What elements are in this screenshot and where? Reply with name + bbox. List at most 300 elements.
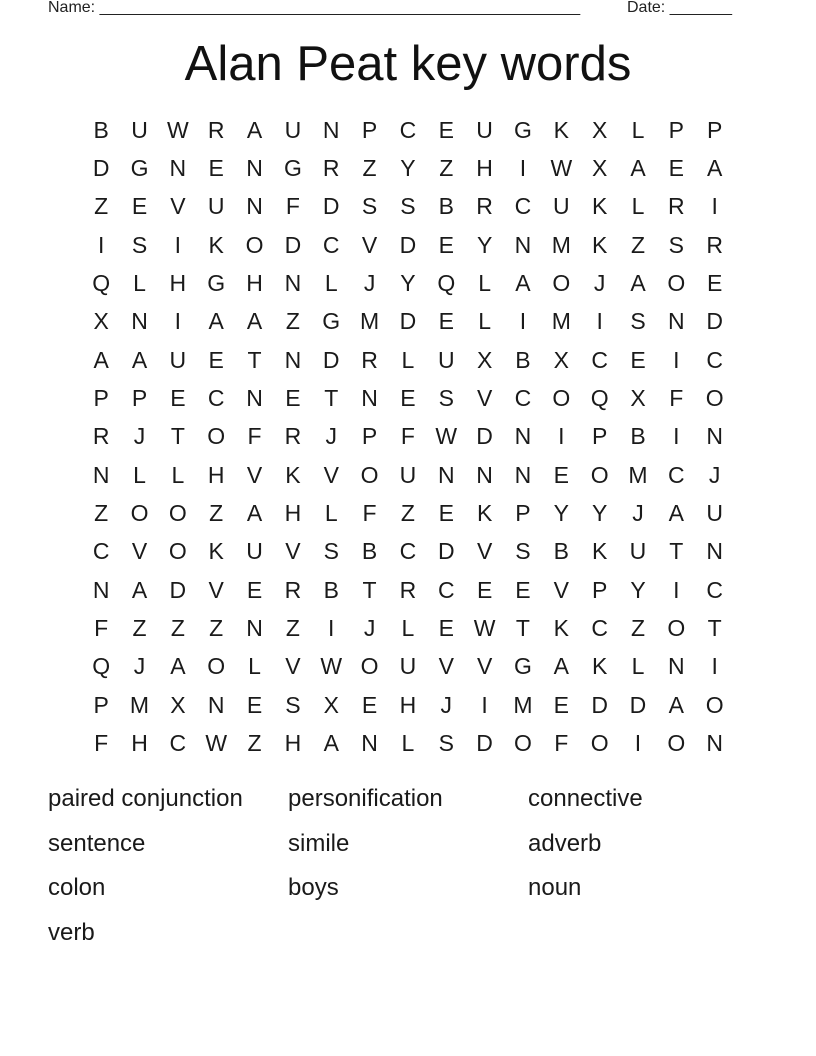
- grid-cell-r15-c4: O: [207, 653, 226, 680]
- grid-cell-r5-c3: H: [169, 270, 187, 297]
- date-field[interactable]: Date: _______: [627, 0, 732, 16]
- grid-cell-r17-c3: C: [169, 730, 187, 757]
- grid-cell-r6-c2: N: [131, 308, 148, 335]
- grid-cell-r16-c2: M: [129, 691, 150, 718]
- grid-cell-r6-c17: D: [706, 308, 723, 335]
- grid-cell-r1-c7: N: [322, 116, 340, 143]
- grid-cell-r15-c11: V: [476, 653, 493, 680]
- grid-cell-r11-c14: Y: [591, 500, 608, 527]
- grid-cell-r13-c5: E: [246, 576, 263, 603]
- grid-cell-r3-c9: S: [400, 193, 416, 220]
- grid-cell-r6-c3: I: [174, 308, 182, 335]
- grid-cell-r2-c9: Y: [400, 155, 416, 182]
- grid-cell-r5-c10: Q: [437, 270, 456, 297]
- name-field[interactable]: Name: ______________________________________________________: [48, 0, 581, 16]
- grid-cell-r10-c16: C: [668, 461, 685, 488]
- grid-cell-r16-c7: X: [323, 691, 339, 718]
- word-list-item: noun: [528, 874, 582, 901]
- grid-cell-r17-c10: S: [438, 730, 454, 757]
- grid-cell-r9-c3: T: [170, 423, 185, 450]
- grid-cell-r8-c14: Q: [590, 385, 609, 412]
- grid-cell-r8-c7: T: [324, 385, 339, 412]
- word-list-item: simile: [288, 829, 350, 857]
- grid-cell-r10-c4: H: [207, 461, 225, 488]
- grid-cell-r14-c3: Z: [170, 615, 185, 642]
- grid-cell-r16-c3: X: [170, 691, 186, 718]
- grid-cell-r15-c15: L: [631, 653, 645, 680]
- word-list-item: adverb: [528, 829, 602, 857]
- grid-cell-r7-c10: U: [437, 346, 455, 373]
- grid-cell-r6-c12: I: [519, 308, 527, 335]
- grid-cell-r10-c3: L: [171, 461, 185, 488]
- grid-cell-r3-c10: B: [438, 193, 454, 220]
- grid-cell-r8-c3: E: [170, 385, 186, 412]
- grid-cell-r5-c5: H: [246, 270, 263, 297]
- grid-cell-r8-c2: P: [131, 385, 148, 412]
- grid-cell-r11-c10: E: [438, 500, 454, 527]
- grid-cell-r10-c9: U: [399, 461, 417, 488]
- grid-cell-r2-c12: I: [519, 155, 527, 182]
- grid-cell-r12-c11: V: [476, 538, 493, 565]
- grid-cell-r14-c6: Z: [285, 615, 300, 642]
- grid-cell-r3-c13: U: [552, 193, 570, 220]
- grid-cell-r4-c5: O: [245, 231, 264, 258]
- grid-cell-r4-c2: S: [131, 231, 148, 258]
- grid-cell-r5-c15: A: [630, 270, 646, 297]
- grid-cell-r15-c9: U: [399, 653, 417, 680]
- grid-cell-r9-c6: R: [284, 423, 302, 450]
- grid-cell-r17-c15: I: [634, 730, 642, 757]
- grid-cell-r15-c6: V: [285, 653, 301, 680]
- grid-cell-r12-c5: U: [246, 538, 263, 565]
- grid-cell-r17-c4: W: [205, 730, 228, 757]
- grid-cell-r4-c11: Y: [476, 231, 493, 258]
- grid-cell-r4-c10: E: [438, 231, 454, 258]
- grid-cell-r16-c10: J: [440, 691, 453, 718]
- grid-cell-r15-c5: L: [248, 653, 261, 680]
- grid-cell-r1-c3: W: [167, 116, 189, 143]
- grid-cell-r12-c3: O: [168, 538, 187, 565]
- grid-cell-r12-c7: S: [323, 538, 339, 565]
- grid-cell-r13-c16: I: [673, 576, 680, 603]
- grid-cell-r7-c12: B: [515, 346, 531, 373]
- grid-cell-r1-c4: R: [207, 116, 225, 143]
- grid-cell-r14-c12: T: [515, 615, 530, 642]
- grid-cell-r10-c1: N: [92, 461, 110, 488]
- grid-cell-r17-c5: Z: [247, 730, 262, 757]
- grid-cell-r17-c16: O: [667, 730, 686, 757]
- grid-cell-r16-c1: P: [93, 691, 109, 718]
- word-list-item: colon: [48, 874, 106, 901]
- grid-cell-r17-c12: O: [514, 730, 532, 757]
- grid-cell-r5-c9: Y: [400, 270, 416, 297]
- grid-cell-r10-c14: O: [590, 461, 609, 488]
- grid-cell-r12-c12: S: [515, 538, 531, 565]
- grid-cell-r13-c7: B: [323, 576, 339, 603]
- grid-cell-r11-c12: P: [515, 500, 531, 527]
- grid-cell-r15-c8: O: [360, 653, 379, 680]
- grid-cell-r7-c14: C: [591, 346, 608, 373]
- grid-cell-r2-c7: R: [322, 155, 340, 182]
- grid-cell-r2-c11: H: [476, 155, 493, 182]
- grid-cell-r13-c15: Y: [630, 576, 646, 603]
- grid-cell-r2-c17: A: [707, 155, 723, 182]
- grid-cell-r1-c15: L: [631, 116, 645, 143]
- grid-cell-r10-c10: N: [437, 461, 455, 488]
- word-list: [48, 777, 768, 955]
- grid-cell-r12-c2: V: [131, 538, 148, 565]
- grid-cell-r2-c8: Z: [362, 155, 377, 182]
- grid-cell-r16-c17: O: [705, 691, 724, 718]
- grid-cell-r5-c7: L: [324, 270, 338, 297]
- grid-cell-r9-c13: I: [558, 423, 565, 450]
- grid-cell-r7-c3: U: [169, 346, 187, 373]
- grid-cell-r8-c13: O: [552, 385, 571, 412]
- grid-cell-r8-c4: C: [207, 385, 225, 412]
- grid-cell-r13-c13: V: [553, 576, 569, 603]
- grid-cell-r6-c8: M: [359, 308, 380, 335]
- grid-cell-r5-c14: J: [593, 270, 606, 297]
- grid-cell-r1-c2: U: [131, 116, 148, 143]
- grid-cell-r1-c6: U: [284, 116, 302, 143]
- grid-cell-r2-c4: E: [208, 155, 224, 182]
- grid-cell-r7-c6: N: [284, 346, 302, 373]
- grid-cell-r8-c17: O: [705, 385, 724, 412]
- grid-cell-r11-c3: O: [168, 500, 187, 527]
- grid-cell-r7-c9: L: [401, 346, 415, 373]
- grid-cell-r1-c13: K: [553, 116, 569, 143]
- grid-cell-r14-c5: N: [246, 615, 263, 642]
- grid-cell-r15-c14: K: [591, 653, 608, 680]
- grid-cell-r17-c17: N: [706, 730, 723, 757]
- grid-cell-r1-c16: P: [668, 116, 684, 143]
- grid-cell-r4-c8: V: [361, 231, 378, 258]
- grid-cell-r10-c7: V: [323, 461, 339, 488]
- grid-cell-r1-c14: X: [591, 116, 608, 143]
- grid-cell-r4-c14: K: [591, 231, 608, 258]
- grid-cell-r11-c8: F: [362, 500, 377, 527]
- grid-cell-r3-c3: V: [170, 193, 186, 220]
- word-list-item: connective: [528, 785, 643, 812]
- grid-cell-r12-c10: D: [437, 538, 455, 565]
- grid-cell-r4-c4: K: [208, 231, 224, 258]
- grid-cell-r1-c10: E: [438, 116, 454, 143]
- grid-cell-r4-c15: Z: [630, 231, 646, 258]
- grid-cell-r9-c9: F: [400, 423, 415, 450]
- grid-cell-r8-c12: C: [514, 385, 532, 412]
- grid-cell-r11-c16: A: [668, 500, 684, 527]
- grid-cell-r8-c10: S: [438, 385, 454, 412]
- grid-cell-r2-c10: Z: [439, 155, 454, 182]
- grid-cell-r11-c15: J: [632, 500, 644, 527]
- grid-cell-r5-c11: L: [478, 270, 491, 297]
- grid-cell-r3-c1: Z: [94, 193, 109, 220]
- grid-cell-r15-c10: V: [438, 653, 454, 680]
- grid-cell-r2-c14: X: [591, 155, 608, 182]
- header-row: [48, 0, 748, 20]
- grid-cell-r16-c8: E: [361, 691, 378, 718]
- grid-cell-r7-c17: C: [706, 346, 723, 373]
- grid-cell-r14-c9: L: [401, 615, 415, 642]
- grid-cell-r17-c9: L: [401, 730, 415, 757]
- grid-cell-r13-c8: T: [362, 576, 377, 603]
- grid-cell-r7-c15: E: [630, 346, 646, 373]
- grid-cell-r16-c15: D: [629, 691, 647, 718]
- grid-cell-r2-c1: D: [92, 155, 110, 182]
- word-list-item: paired conjunction: [48, 785, 243, 812]
- grid-cell-r17-c8: N: [361, 730, 378, 757]
- grid-cell-r6-c11: L: [478, 308, 491, 335]
- grid-cell-r9-c14: P: [591, 423, 608, 450]
- grid-cell-r3-c17: I: [711, 193, 718, 220]
- grid-cell-r9-c15: B: [630, 423, 646, 450]
- grid-cell-r6-c15: S: [630, 308, 646, 335]
- grid-cell-r2-c3: N: [169, 155, 187, 182]
- grid-cell-r8-c11: V: [476, 385, 493, 412]
- grid-cell-r12-c17: N: [706, 538, 723, 565]
- grid-cell-r6-c6: Z: [285, 308, 300, 335]
- grid-cell-r11-c2: O: [130, 500, 149, 527]
- grid-cell-r12-c4: K: [208, 538, 224, 565]
- grid-cell-r13-c3: D: [169, 576, 187, 603]
- grid-cell-r7-c13: X: [553, 346, 569, 373]
- grid-cell-r3-c15: L: [631, 193, 645, 220]
- grid-cell-r15-c1: Q: [92, 653, 111, 680]
- grid-cell-r7-c1: A: [93, 346, 109, 373]
- grid-cell-r10-c13: E: [553, 461, 569, 488]
- grid-cell-r5-c8: J: [363, 270, 376, 297]
- grid-cell-r7-c16: I: [673, 346, 680, 373]
- grid-cell-r9-c11: D: [476, 423, 493, 450]
- grid-cell-r3-c12: C: [514, 193, 532, 220]
- grid-cell-r16-c4: N: [207, 691, 225, 718]
- grid-cell-r9-c8: P: [361, 423, 378, 450]
- grid-cell-r14-c14: C: [591, 615, 608, 642]
- grid-cell-r3-c7: D: [322, 193, 340, 220]
- grid-cell-r12-c15: U: [629, 538, 647, 565]
- word-list-item: verb: [48, 918, 95, 946]
- word-list-item: sentence: [48, 829, 146, 857]
- grid-cell-r6-c5: A: [246, 308, 263, 335]
- grid-cell-r6-c1: X: [93, 308, 109, 335]
- grid-cell-r1-c9: C: [399, 116, 417, 143]
- grid-cell-r14-c13: K: [553, 615, 569, 642]
- grid-cell-r7-c4: E: [208, 346, 224, 373]
- grid-cell-r14-c11: W: [473, 615, 496, 642]
- grid-cell-r3-c5: N: [246, 193, 263, 220]
- grid-cell-r1-c17: P: [707, 116, 723, 143]
- grid-cell-r16-c5: E: [246, 691, 263, 718]
- grid-cell-r2-c2: G: [130, 155, 149, 182]
- grid-cell-r5-c17: E: [707, 270, 723, 297]
- page-title: Alan Peat key words: [184, 37, 632, 91]
- grid-cell-r13-c12: E: [515, 576, 531, 603]
- grid-cell-r11-c17: U: [706, 500, 723, 527]
- grid-cell-r10-c17: J: [708, 461, 721, 488]
- grid-cell-r9-c7: J: [325, 423, 337, 450]
- grid-cell-r7-c2: A: [131, 346, 148, 373]
- word-list-item: personification: [288, 785, 443, 812]
- grid-cell-r5-c1: Q: [92, 270, 111, 297]
- grid-cell-r9-c16: I: [673, 423, 680, 450]
- grid-cell-r2-c6: G: [283, 155, 302, 182]
- grid-cell-r13-c17: C: [706, 576, 723, 603]
- grid-cell-r7-c5: T: [247, 346, 262, 373]
- grid-cell-r12-c1: C: [92, 538, 110, 565]
- grid-cell-r6-c13: M: [551, 308, 571, 335]
- grid-cell-r14-c17: T: [707, 615, 722, 642]
- grid-cell-r1-c1: B: [93, 116, 109, 143]
- grid-cell-r14-c7: I: [328, 615, 335, 642]
- grid-cell-r8-c5: N: [246, 385, 263, 412]
- grid-cell-r3-c4: U: [207, 193, 225, 220]
- grid-cell-r11-c1: Z: [94, 500, 109, 527]
- grid-cell-r4-c1: I: [97, 231, 105, 258]
- grid-cell-r12-c16: T: [669, 538, 684, 565]
- grid-cell-r9-c1: R: [92, 423, 110, 450]
- grid-cell-r17-c2: H: [131, 730, 148, 757]
- grid-cell-r5-c13: O: [552, 270, 571, 297]
- grid-cell-r10-c11: N: [476, 461, 493, 488]
- grid-cell-r13-c1: N: [92, 576, 110, 603]
- grid-cell-r13-c6: R: [284, 576, 302, 603]
- grid-cell-r16-c13: E: [553, 691, 569, 718]
- grid-cell-r15-c7: W: [320, 653, 343, 680]
- grid-cell-r2-c5: N: [246, 155, 263, 182]
- grid-cell-r9-c5: F: [247, 423, 262, 450]
- grid-cell-r11-c5: A: [246, 500, 263, 527]
- grid-cell-r4-c6: D: [284, 231, 302, 258]
- grid-cell-r6-c4: A: [208, 308, 224, 335]
- grid-cell-r4-c16: S: [668, 231, 684, 258]
- grid-cell-r17-c7: A: [323, 730, 339, 757]
- grid-cell-r15-c3: A: [170, 653, 186, 680]
- grid-cell-r5-c12: A: [515, 270, 531, 297]
- grid-cell-r12-c6: V: [285, 538, 301, 565]
- grid-cell-r10-c15: M: [628, 461, 648, 488]
- grid-cell-r14-c4: Z: [209, 615, 224, 642]
- grid-cell-r9-c4: O: [207, 423, 226, 450]
- grid-cell-r15-c13: A: [553, 653, 569, 680]
- grid-cell-r13-c14: P: [591, 576, 608, 603]
- grid-cell-r16-c12: M: [513, 691, 533, 718]
- grid-cell-r7-c11: X: [476, 346, 493, 373]
- grid-cell-r5-c2: L: [133, 270, 146, 297]
- grid-cell-r2-c16: E: [668, 155, 684, 182]
- grid-cell-r15-c2: J: [133, 653, 146, 680]
- grid-cell-r6-c9: D: [399, 308, 417, 335]
- grid-cell-r1-c5: A: [246, 116, 263, 143]
- grid-cell-r14-c15: Z: [630, 615, 646, 642]
- grid-cell-r11-c4: Z: [209, 500, 224, 527]
- grid-cell-r8-c1: P: [93, 385, 109, 412]
- grid-cell-r10-c2: L: [133, 461, 146, 488]
- grid-cell-r16-c9: H: [399, 691, 417, 718]
- grid-cell-r4-c9: D: [399, 231, 417, 258]
- grid-cell-r11-c9: Z: [400, 500, 415, 527]
- grid-cell-r5-c16: O: [667, 270, 686, 297]
- grid-cell-r3-c11: R: [476, 193, 493, 220]
- grid-cell-r3-c16: R: [668, 193, 685, 220]
- grid-cell-r16-c16: A: [668, 691, 684, 718]
- grid-cell-r9-c17: N: [706, 423, 723, 450]
- grid-cell-r12-c9: C: [399, 538, 417, 565]
- grid-cell-r4-c12: N: [514, 231, 532, 258]
- grid-cell-r4-c3: I: [174, 231, 182, 258]
- grid-cell-r7-c7: D: [322, 346, 340, 373]
- grid-cell-r9-c12: N: [514, 423, 532, 450]
- grid-cell-r17-c11: D: [476, 730, 493, 757]
- grid-cell-r15-c12: G: [514, 653, 532, 680]
- grid-cell-r3-c2: E: [131, 193, 148, 220]
- grid-cell-r1-c8: P: [361, 116, 378, 143]
- grid-cell-r4-c13: M: [551, 231, 571, 258]
- grid-cell-r13-c4: V: [208, 576, 224, 603]
- grid-cell-r3-c8: S: [361, 193, 378, 220]
- grid-cell-r9-c2: J: [133, 423, 146, 450]
- grid-cell-r17-c13: F: [554, 730, 569, 757]
- grid-cell-r11-c11: K: [476, 500, 493, 527]
- grid-cell-r5-c6: N: [284, 270, 302, 297]
- grid-cell-r16-c14: D: [591, 691, 608, 718]
- grid-cell-r15-c16: N: [668, 653, 685, 680]
- grid-cell-r13-c2: A: [131, 576, 148, 603]
- grid-cell-r4-c17: R: [706, 231, 723, 258]
- grid-cell-r10-c5: V: [246, 461, 263, 488]
- grid-cell-r14-c16: O: [667, 615, 686, 642]
- grid-cell-r15-c17: I: [711, 653, 718, 680]
- grid-cell-r11-c7: L: [324, 500, 338, 527]
- grid-cell-r2-c15: A: [630, 155, 646, 182]
- grid-cell-r10-c12: N: [514, 461, 532, 488]
- grid-cell-r9-c10: W: [435, 423, 458, 450]
- grid-cell-r8-c16: F: [669, 385, 684, 412]
- grid-cell-r12-c14: K: [591, 538, 608, 565]
- grid-cell-r6-c7: G: [322, 308, 341, 335]
- grid-cell-r4-c7: C: [322, 231, 340, 258]
- grid-cell-r12-c8: B: [361, 538, 378, 565]
- grid-cell-r16-c6: S: [285, 691, 301, 718]
- grid-cell-r1-c12: G: [514, 116, 532, 143]
- grid-cell-r3-c14: K: [591, 193, 608, 220]
- grid-cell-r14-c2: Z: [132, 615, 147, 642]
- grid-cell-r8-c8: N: [361, 385, 378, 412]
- grid-cell-r5-c4: G: [207, 270, 226, 297]
- grid-cell-r14-c10: E: [438, 615, 454, 642]
- grid-cell-r17-c6: H: [284, 730, 302, 757]
- grid-cell-r17-c1: F: [94, 730, 109, 757]
- grid-cell-r14-c1: F: [94, 615, 109, 642]
- grid-cell-r10-c6: K: [285, 461, 301, 488]
- grid-cell-r14-c8: J: [363, 615, 376, 642]
- word-list-item: boys: [288, 874, 339, 901]
- grid-cell-r13-c11: E: [476, 576, 493, 603]
- grid-cell-r2-c13: W: [550, 155, 573, 182]
- grid-cell-r6-c16: N: [668, 308, 685, 335]
- grid-cell-r12-c13: B: [553, 538, 569, 565]
- grid-cell-r11-c13: Y: [553, 500, 569, 527]
- grid-cell-r6-c10: E: [438, 308, 454, 335]
- grid-cell-r13-c9: R: [399, 576, 417, 603]
- grid-cell-r10-c8: O: [360, 461, 379, 488]
- grid-cell-r3-c6: F: [285, 193, 300, 220]
- grid-cell-r11-c6: H: [284, 500, 302, 527]
- grid-cell-r7-c8: R: [361, 346, 378, 373]
- grid-cell-r1-c11: U: [476, 116, 493, 143]
- grid-cell-r8-c9: E: [400, 385, 416, 412]
- grid-cell-r8-c6: E: [285, 385, 301, 412]
- grid-cell-r8-c15: X: [630, 385, 646, 412]
